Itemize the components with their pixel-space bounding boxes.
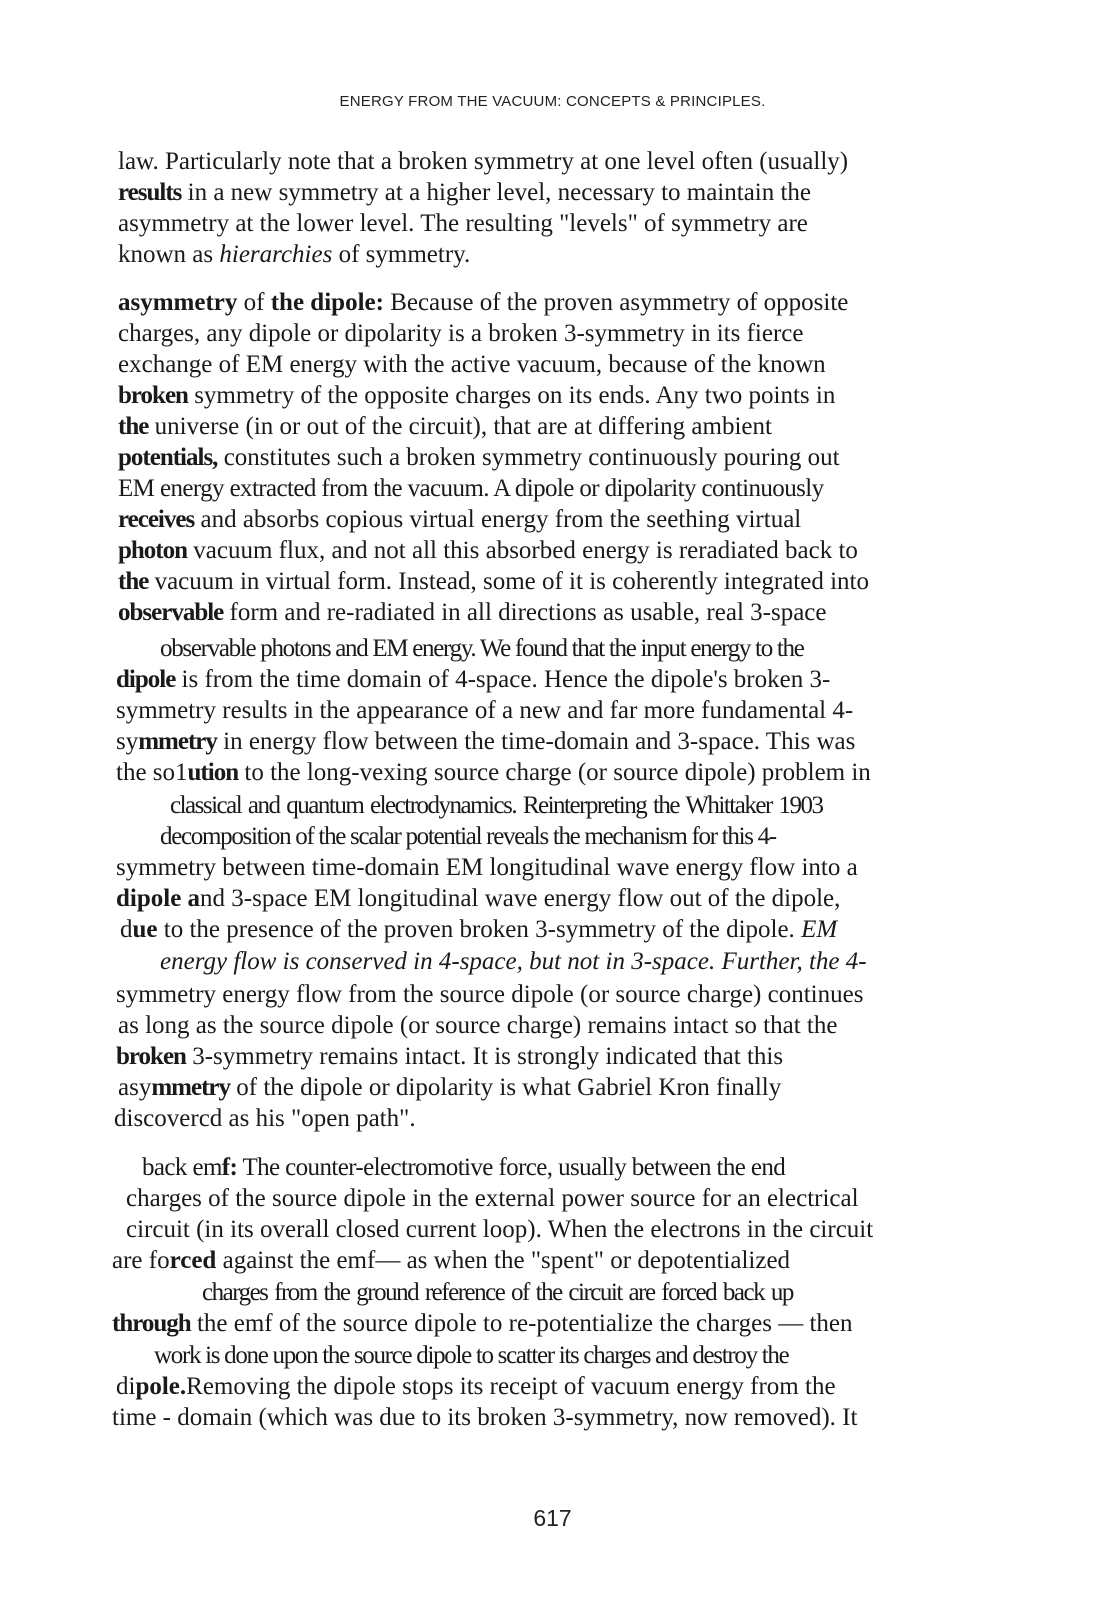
text-line: symmetry between time-domain EM longitudinal wave energy flow into a [116, 854, 858, 881]
text-line: broken 3-symmetry remains intact. It is strongly indicated that this [116, 1043, 784, 1070]
text-line: energy flow is conserved in 4-space, but not in 3-space. Further, the 4- [160, 948, 867, 975]
text-line: dipole and 3-space EM longitudinal wave energy flow out of the dipole, [116, 885, 841, 912]
text-line: asymmetry of the dipole: Because of the proven asymmetry of opposite [118, 289, 849, 316]
text-line: are forced against the emf— as when the "spent" or depotentialized [112, 1247, 791, 1274]
text-line: decomposition of the scalar potential reveals the mechanism for this 4- [160, 823, 776, 850]
text-line: broken symmetry of the opposite charges on its ends. Any two points in [118, 382, 836, 409]
text-line: exchange of EM energy with the active vacuum, because of the known [118, 351, 826, 378]
page-number: 617 [533, 1505, 572, 1531]
text-line: results in a new symmetry at a higher level, necessary to maintain the [118, 179, 812, 206]
text-line: time - domain (which was due to its broken 3-symmetry, now removed). It [112, 1404, 858, 1431]
text-line: circuit (in its overall closed current loop). When the electrons in the circuit [126, 1216, 874, 1243]
text-line: as long as the source dipole (or source charge) remains intact so that the [118, 1012, 838, 1039]
text-line: the so1ution to the long-vexing source charge (or source dipole) problem in [116, 759, 871, 786]
text-line: dipole is from the time domain of 4-space. Hence the dipole's broken 3- [116, 666, 831, 693]
text-line: EM energy extracted from the vacuum. A dipole or dipolarity continuously [118, 475, 824, 502]
text-line: photon vacuum flux, and not all this absorbed energy is reradiated back to [118, 537, 858, 564]
text-line: symmetry energy flow from the source dipole (or source charge) continues [116, 981, 864, 1008]
text-line: charges of the source dipole in the external power source for an electrical [126, 1185, 859, 1212]
text-line: dipole.Removing the dipole stops its receipt of vacuum energy from the [116, 1373, 836, 1400]
text-line: classical and quantum electrodynamics. Reinterpreting the Whittaker 1903 [170, 792, 823, 819]
text-line: due to the presence of the proven broken 3-symmetry of the dipole. EM [120, 916, 838, 943]
text-line: discovercd as his "open path". [114, 1105, 416, 1132]
text-line: asymmetry at the lower level. The resulting "levels" of symmetry are [118, 210, 808, 237]
running-header: ENERGY FROM THE VACUUM: CONCEPTS & PRINCIPLES. [339, 93, 766, 110]
text-line: charges, any dipole or dipolarity is a broken 3-symmetry in its fierce [118, 320, 804, 347]
text-line: symmetry in energy flow between the time-domain and 3-space. This was [116, 728, 856, 755]
text-line: asymmetry of the dipole or dipolarity is what Gabriel Kron finally [118, 1074, 782, 1101]
text-line: work is done upon the source dipole to scatter its charges and destroy the [154, 1342, 789, 1369]
text-line: symmetry results in the appearance of a new and far more fundamental 4- [116, 697, 854, 724]
text-line: law. Particularly note that a broken symmetry at one level often (usually) [118, 148, 849, 175]
text-line: potentials, constitutes such a broken symmetry continuously pouring out [118, 444, 840, 471]
text-line: observable photons and EM energy. We found that the input energy to the [160, 635, 804, 662]
text-line: known as hierarchies of symmetry. [118, 241, 471, 268]
text-line: the vacuum in virtual form. Instead, some of it is coherently integrated into [118, 568, 869, 595]
text-line: charges from the ground reference of the circuit are forced back up [202, 1279, 793, 1306]
text-line: through the emf of the source dipole to re-potentialize the charges — then [112, 1310, 853, 1337]
text-line: back emf: The counter-electromotive force, usually between the end [142, 1154, 786, 1181]
text-line: observable form and re-radiated in all directions as usable, real 3-space [118, 599, 827, 626]
text-line: receives and absorbs copious virtual energy from the seething virtual [118, 506, 802, 533]
text-line: the universe (in or out of the circuit), that are at differing ambient [118, 413, 772, 440]
